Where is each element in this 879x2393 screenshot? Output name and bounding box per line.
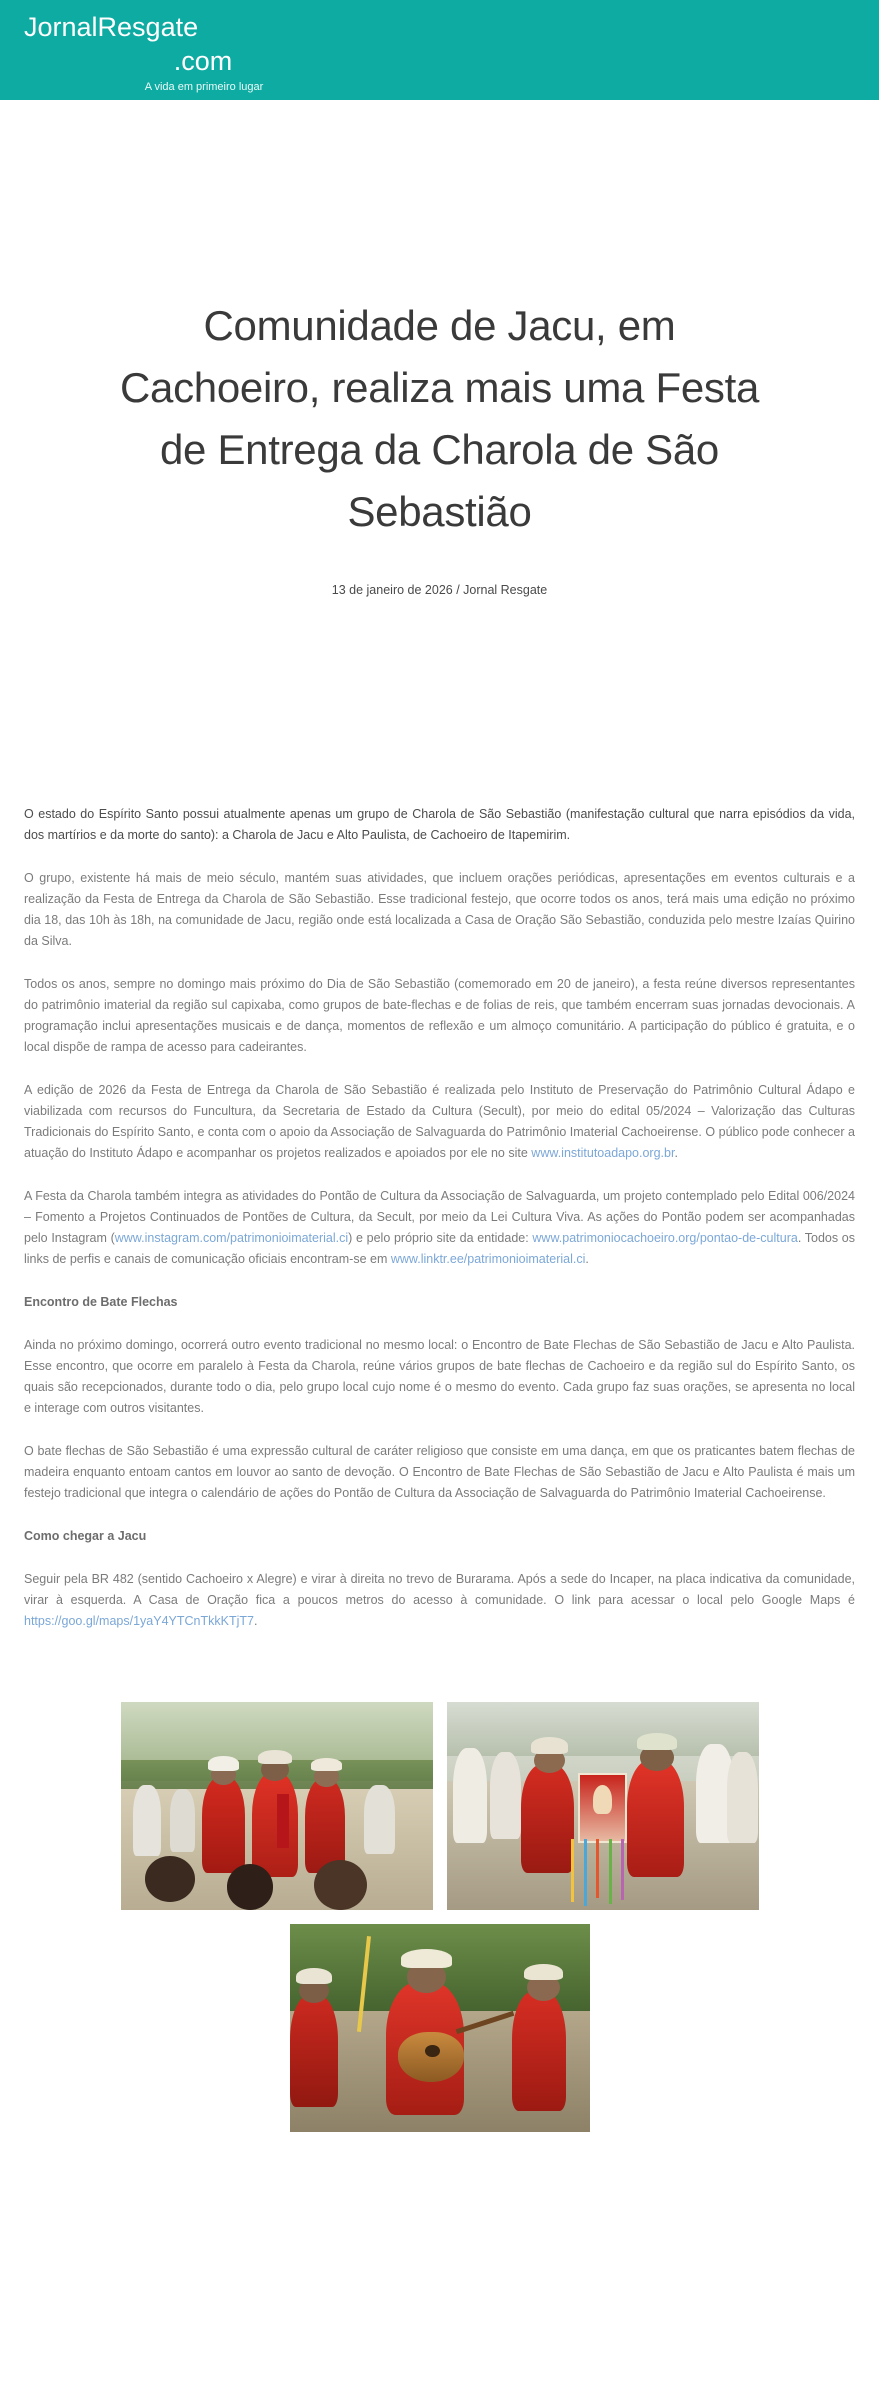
paragraph-4-period: . (674, 1146, 678, 1160)
section-heading-bate-flechas: Encontro de Bate Flechas (24, 1295, 178, 1309)
article-photo-2[interactable] (447, 1702, 759, 1910)
paragraph-8-text-1: Seguir pela BR 482 (sentido Cachoeiro x Alegre) e virar à direita no trevo de Burarama. Após a sede do Incaper, na placa indicativa da comunidade, virar à esquerda. A Casa de Oração fica a poucos metros do acesso à comunidade. O link para acessar o local pelo Google Maps é (24, 1572, 855, 1607)
paragraph-6: Ainda no próximo domingo, ocorrerá outro evento tradicional no mesmo local: o Encontro de Bate Flechas de São Sebastião de Jacu e Alto Paulista. Esse encontro, que ocorre em paralelo à Festa da Charola, reúne vários grupos de bate flechas de Cachoeiro e da região sul do Espírito Santo, os quais são recepcionados, durante todo o dia, pelo grupo local cujo nome é o mesmo do evento. Cada grupo faz suas orações, se apresenta no local e interage com outros visitantes. (24, 1338, 855, 1415)
article-photo-1[interactable] (121, 1702, 433, 1910)
article-header (0, 295, 879, 599)
paragraph-7: O bate flechas de São Sebastião é uma expressão cultural de caráter religioso que consiste em uma dança, em que os praticantes batem flechas de madeira enquanto entoam cantos em louvor ao santo de devoção. O Encontro de Bate Flechas de São Sebastião de Jacu e Alto Paulista é mais um festejo tradicional que integra o calendário de ações do Pontão de Cultura da Associação de Salvaguarda do Patrimônio Imaterial Cachoeirense. (24, 1444, 855, 1500)
article-body (0, 804, 879, 1694)
paragraph-5 (24, 1186, 855, 1270)
brand-name-line2: .com (173, 46, 233, 76)
site-header (0, 0, 879, 100)
link-patrimoniocachoeiro[interactable]: www.patrimoniocachoeiro.org/pontao-de-cultura (532, 1231, 798, 1245)
paragraph-4-text: A edição de 2026 da Festa de Entrega da Charola de São Sebastião é realizada pelo Instituto de Preservação do Patrimônio Cultural Ádapo e viabilizada com recursos do Funcultura, da Secretaria de Estado da Cultura (Secult), por meio do edital 05/2024 – Valorização das Culturas Tradicionais do Espírito Santo, e conta com o apoio da Associação de Salvaguarda do Patrimônio Imaterial Cachoeirense. O público pode conhecer a atuação do Instituto Ádapo e acompanhar os projetos realizados e apoiados por ele no site (24, 1083, 855, 1160)
article-photo-3[interactable] (290, 1924, 590, 2132)
page-bottom-spacer (0, 2146, 879, 2184)
paragraph-8 (24, 1569, 855, 1632)
paragraph-3: Todos os anos, sempre no domingo mais próximo do Dia de São Sebastião (comemorado em 20 de janeiro), a festa reúne diversos representantes do patrimônio imaterial da região sul capixaba, como grupos de bate-flechas e de folias de reis, que também encerram suas jornadas devocionais. A programação inclui apresentações musicais e de dança, momentos de reflexão e um almoço comunitário. A participação do público é gratuita, e o local dispõe de rampa de acesso para cadeirantes. (24, 977, 855, 1054)
site-brand[interactable] (18, 10, 378, 95)
title-body-spacer (0, 599, 879, 804)
paragraph-2: O grupo, existente há mais de meio século, mantém suas atividades, que incluem orações periódicas, apresentações em eventos culturais e a realização da Festa de Entrega da Charola de São Sebastião. Esse tradicional festejo, que ocorre todos os anos, terá mais uma edição no próximo dia 18, das 10h às 18h, na comunidade de Jacu, região onde está localizada a Casa de Oração São Sebastião, conduzida pelo mestre Izaías Quirino da Silva. (24, 871, 855, 948)
paragraph-4 (24, 1080, 855, 1164)
article-byline: 13 de janeiro de 2026 / Jornal Resgate (331, 583, 548, 597)
link-institutoadapo[interactable]: www.institutoadapo.org.br (531, 1146, 675, 1160)
photo-gallery (0, 1694, 879, 2132)
section-heading-como-chegar: Como chegar a Jacu (24, 1529, 147, 1543)
paragraph-5-text-3: . Todos os links de perfis e canais de comunicação oficiais encontram-se em (24, 1231, 855, 1266)
photo-row-2 (24, 1924, 855, 2132)
link-google-maps[interactable]: https://goo.gl/maps/1yaY4YTCnTkkKTjT7 (24, 1614, 254, 1628)
paragraph-5-text-4: . (585, 1252, 589, 1266)
link-instagram[interactable]: www.instagram.com/patrimonioimaterial.ci (114, 1231, 349, 1245)
paragraph-8-text-2: . (253, 1614, 258, 1628)
link-linktree[interactable]: www.linktr.ee/patrimonioimaterial.ci (390, 1252, 586, 1266)
brand-name-line1: JornalResgate (24, 12, 199, 42)
header-spacer (0, 100, 879, 295)
paragraph-5-text-2: ) e pelo próprio site da entidade: (348, 1231, 533, 1245)
page-title: Comunidade de Jacu, em Cachoeiro, realiza mais uma Festa de Entrega da Charola de São Sebastião (119, 302, 760, 535)
brand-tagline: A vida em primeiro lugar (144, 81, 264, 93)
photo-row-1 (24, 1702, 855, 1910)
paragraph-1: O estado do Espírito Santo possui atualmente apenas um grupo de Charola de São Sebastião (manifestação cultural que narra episódios da vida, dos martírios e da morte do santo): a Charola de Jacu e Alto Paulista, de Cachoeiro de Itapemirim. (24, 807, 855, 842)
paragraph-5-text-1: A Festa da Charola também integra as atividades do Pontão de Cultura da Associação de Salvaguarda, um projeto contemplado pelo Edital 006/2024 – Fomento a Projetos Continuados de Pontões de Cultura, da Secult, por meio da Lei Cultura Viva. As ações do Pontão podem ser acompanhadas pelo Instagram ( (24, 1189, 855, 1245)
